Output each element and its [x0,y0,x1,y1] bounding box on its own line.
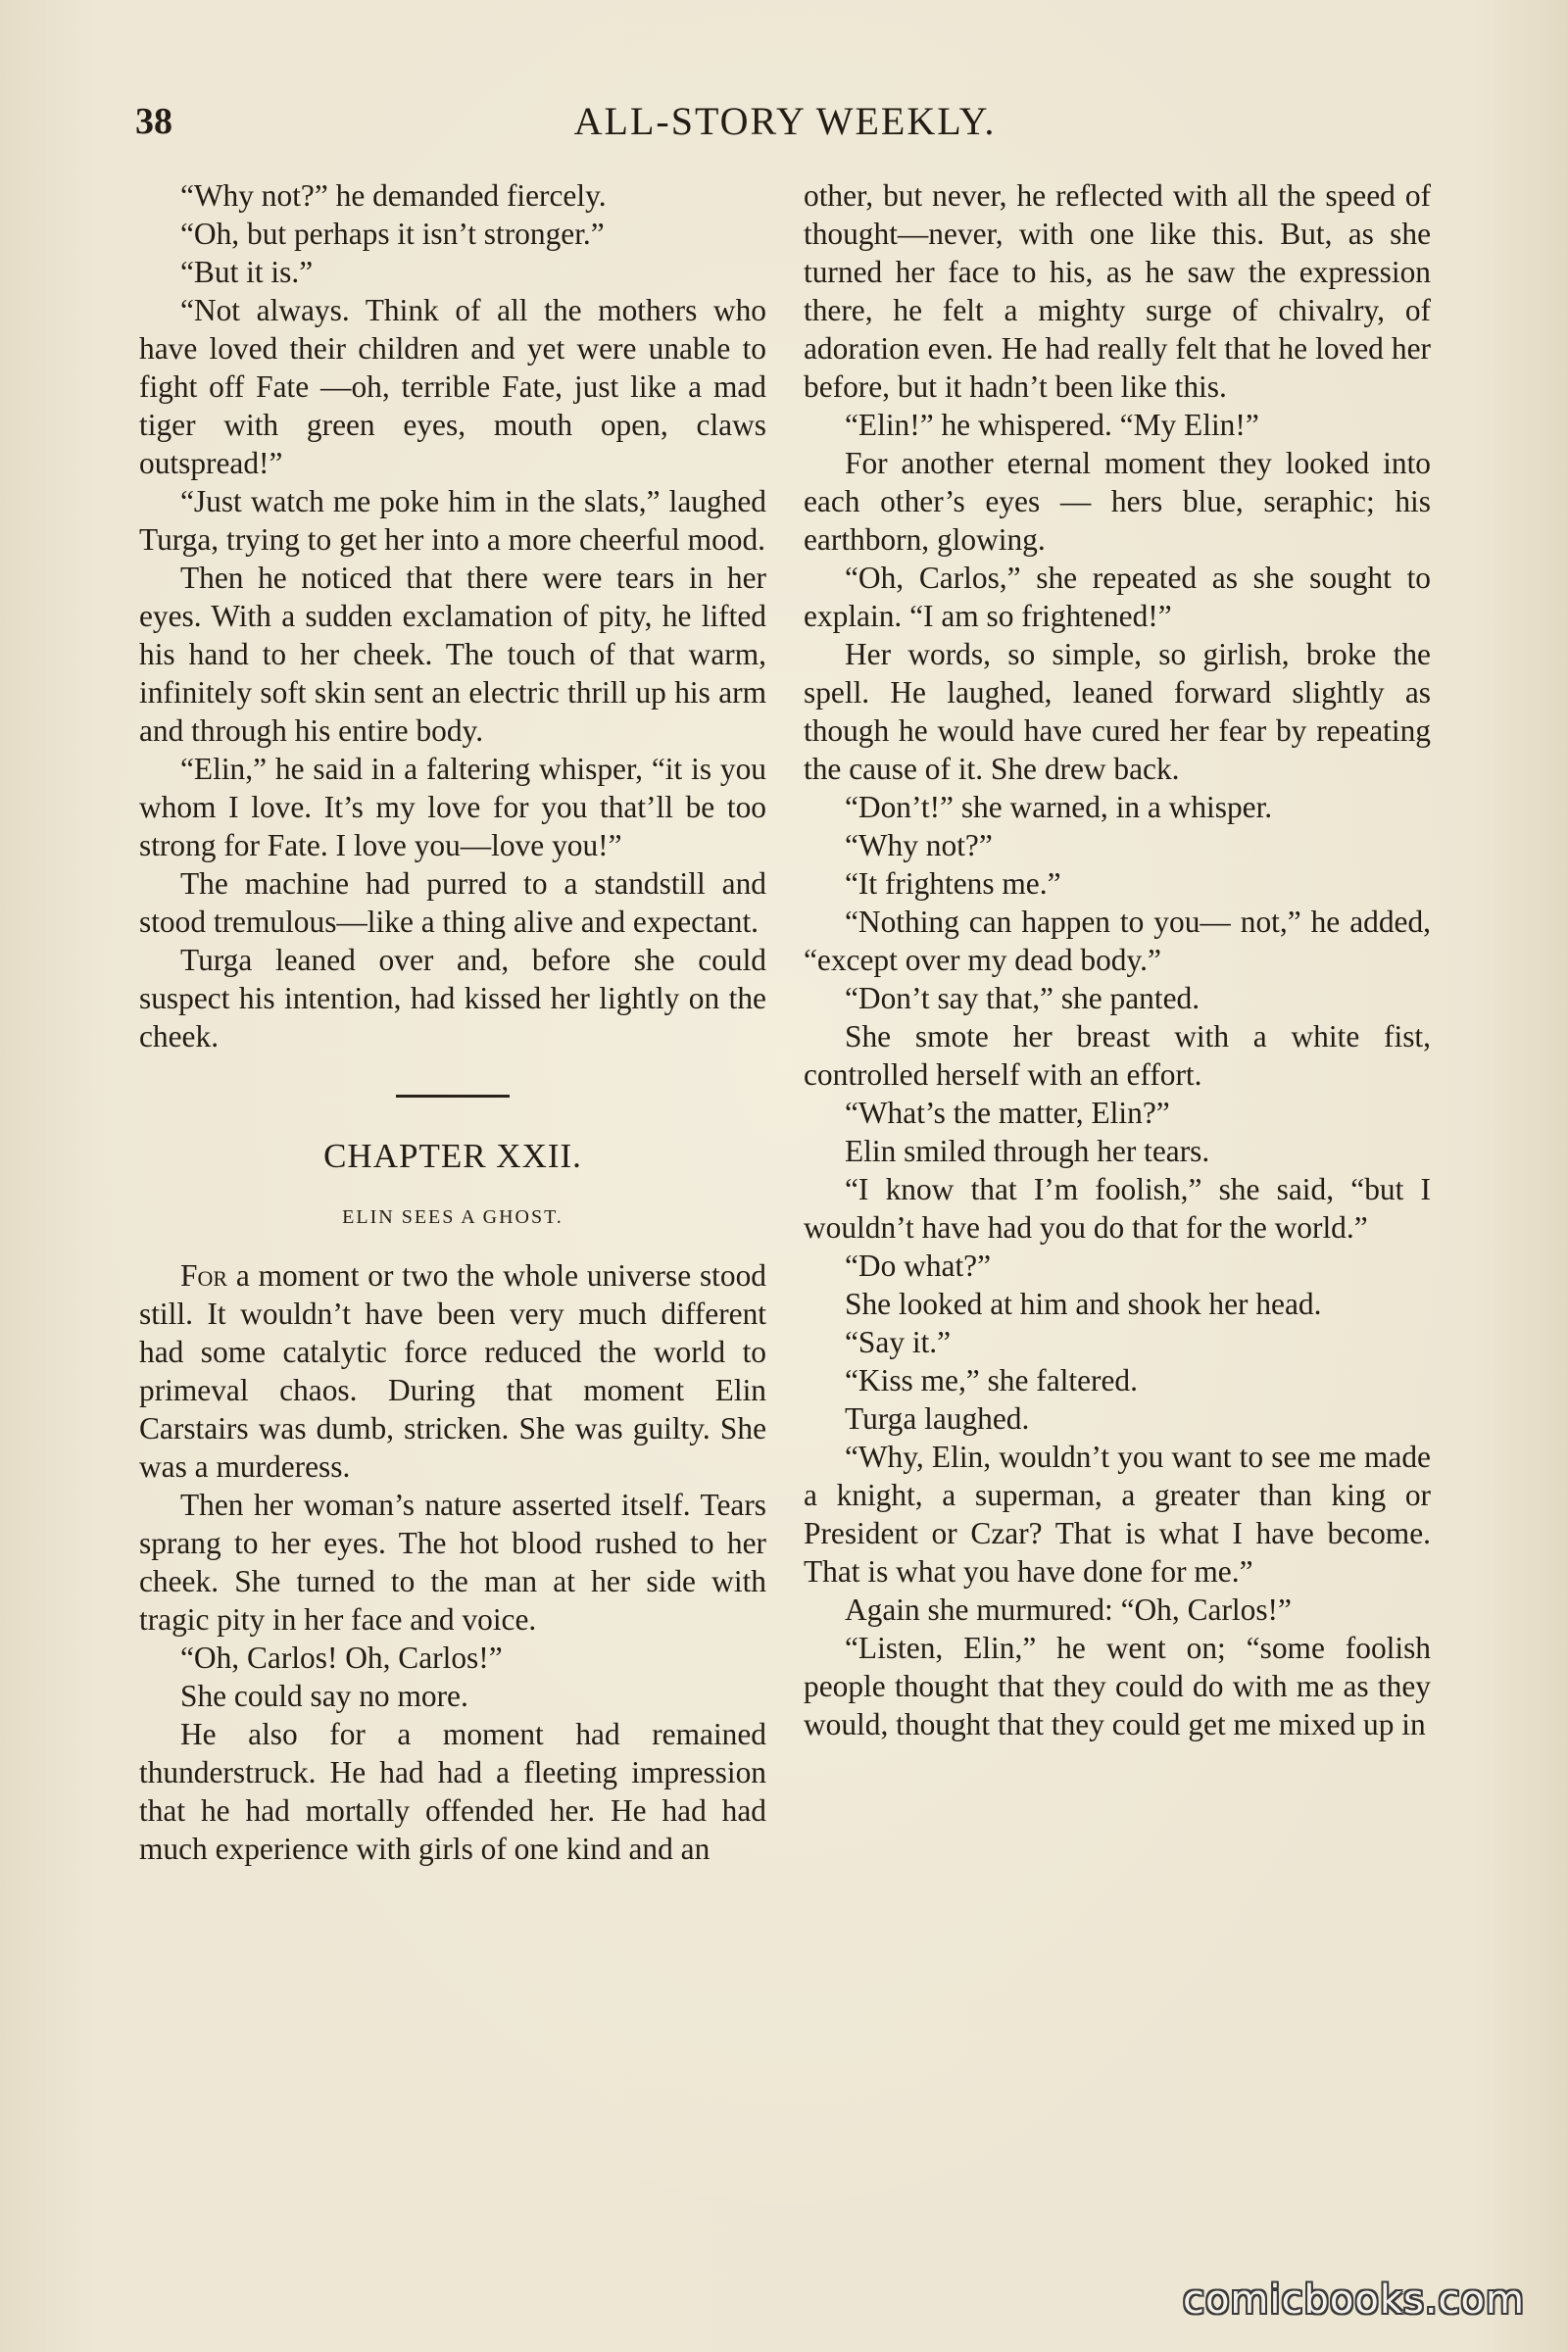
paragraph: “Why, Elin, wouldn’t you want to see me made a knight, a superman, a greater than king or President or Czar? That is what I have become. That is what you have done for me.” [804,1440,1431,1589]
paragraph: “Don’t!” she warned, in a whisper. [845,790,1273,824]
paragraph: “Oh, Carlos! Oh, Carlos!” [180,1641,503,1675]
paragraph: She could say no more. [180,1679,468,1713]
paragraph: “It frightens me.” [845,866,1061,901]
paragraph: Turga laughed. [845,1401,1030,1436]
paragraph: Then he noticed that there were tears in her eyes. With a sudden exclamation of pity, he lifted his hand to her cheek. The touch of that warm, infinitely soft skin sent an electric thrill up his arm and through his entire body. [139,561,766,748]
paragraph: Again she murmured: “Oh, Carlos!” [845,1592,1292,1627]
paragraph: “Why not?” he demanded fiercely. [180,178,607,213]
paragraph: “Oh, but perhaps it isn’t stronger.” [180,217,605,251]
site-watermark: comicbooks.com [1182,2278,1525,2323]
paragraph: “What’s the matter, Elin?” [845,1096,1170,1130]
opening-word: For [180,1258,228,1293]
paragraph: “Elin!” he whispered. “My Elin!” [845,408,1259,442]
running-title: ALL-STORY WEEKLY. [573,99,997,143]
paragraph: “Not always. Think of all the mothers who have loved their children and yet were unable to fight off Fate —oh, terrible Fate, just like a mad tiger with green eyes, mouth open, claws outspread!” [139,293,766,480]
left-column [139,176,766,1868]
paragraph: “Kiss me,” she faltered. [845,1363,1138,1397]
paragraph: “Listen, Elin,” he went on; “some foolish people thought that they could do with me as they would, thought that they could get me mixed up in [804,1631,1431,1741]
paragraph: Her words, so simple, so girlish, broke the spell. He laughed, leaned forward slightly as though he would have cured her fear by repeating the cause of it. She drew back. [804,637,1431,786]
section-divider [396,1095,510,1098]
paragraph: “But it is.” [180,255,314,289]
paragraph: The machine had purred to a standstill and stood tremulous—like a thing alive and expectant. [139,866,766,939]
paragraph: Then her woman’s nature asserted itself. Tears sprang to her eyes. The hot blood rushed to her cheek. She turned to the man at her side with tragic pity in her face and voice. [139,1488,766,1637]
paragraph: She smote her breast with a white fist, controlled herself with an effort. [804,1019,1431,1092]
paragraph: “Do what?” [845,1249,992,1283]
right-column [804,176,1431,1743]
paragraph: She looked at him and shook her head. [845,1287,1322,1321]
paragraph: For another eternal moment they looked into each other’s eyes — hers blue, seraphic; his earthborn, glowing. [804,446,1431,557]
paragraph-continued: other, but never, he reflected with all the speed of thought—never, with one like this. But, as she turned her face to his, as he saw the expression there, he felt a mighty surge of chivalry, of adoration even. He had really felt that he loved her before, but it hadn’t been like this. [804,178,1431,404]
paragraph: “Don’t say that,” she panted. [845,981,1200,1015]
paragraph: Turga leaned over and, before she could suspect his intention, had kissed her lightly on the cheek. [139,943,766,1054]
chapter-opening-paragraph [139,1256,766,1486]
paragraph: “Nothing can happen to you— not,” he added, “except over my dead body.” [804,905,1431,977]
paragraph: Elin smiled through her tears. [845,1134,1210,1168]
page-number: 38 [135,101,172,142]
paragraph: “Elin,” he said in a faltering whisper, “it is you whom I love. It’s my love for you that’ll be too strong for Fate. I love you—love you!” [139,752,766,862]
page-header [135,94,1435,153]
paragraph: “Say it.” [845,1325,952,1359]
chapter-subtitle: ELIN SEES A GHOST. [342,1206,564,1228]
chapter-heading: CHAPTER XXII. [323,1137,582,1175]
paragraph: “I know that I’m foolish,” she said, “but I wouldn’t have had you do that for the world.” [804,1172,1431,1245]
paragraph: “Just watch me poke him in the slats,” laughed Turga, trying to get her into a more cheerful mood. [139,484,766,557]
paragraph: “Why not?” [845,828,993,862]
paragraph: “Oh, Carlos,” she repeated as she sought to explain. “I am so frightened!” [804,561,1431,633]
paragraph: He also for a moment had remained thunderstruck. He had had a fleeting impression that he had mortally offended her. He had had much experience with girls of one kind and an [139,1717,766,1866]
opening-paragraph-text: a moment or two the whole universe stood still. It wouldn’t have been very much different had some catalytic force reduced the world to primeval chaos. During that moment Elin Carstairs was dumb, stricken. She was guilty. She was a murderess. [139,1258,766,1484]
